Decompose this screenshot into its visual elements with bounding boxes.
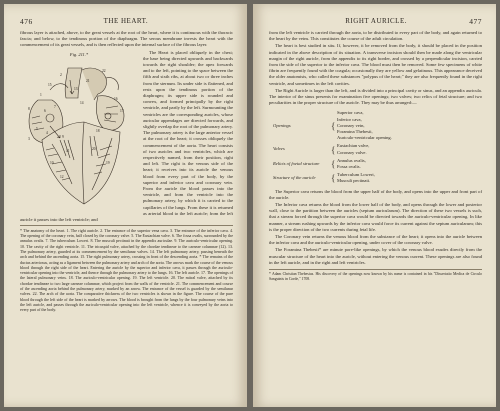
structure-group-openings <box>273 110 482 141</box>
fig-num-5: 5 <box>36 126 38 131</box>
brace-icon: { <box>331 158 336 169</box>
structure-group-relicts <box>273 158 482 170</box>
fig-num-14: 14 <box>80 100 84 105</box>
fig-num-9: 9 <box>62 134 64 139</box>
left-page-number: 476 <box>20 17 33 26</box>
fig-num-6: 6 <box>44 108 46 113</box>
structure-item: Foramina Thebesii, <box>337 129 373 134</box>
right-page <box>253 4 496 407</box>
brace-icon: { <box>331 120 336 131</box>
fig-num-4: 4 <box>46 130 48 135</box>
fig-num-20: 20 <box>92 146 96 151</box>
book-spread <box>4 4 496 407</box>
fig-num-1: 1 <box>40 92 42 97</box>
heart-figure <box>20 52 138 212</box>
structure-group-label: Openings <box>273 122 291 128</box>
fig-num-3: 3 <box>28 136 30 141</box>
fig-num-16: 16 <box>114 96 118 101</box>
auricle-structure-table <box>273 110 482 184</box>
structure-item: Annulus ovalis, <box>337 157 366 163</box>
heart-illustration <box>20 60 138 210</box>
structure-group-valves <box>273 143 482 155</box>
right-running-header <box>269 17 482 26</box>
structure-item: Tuberculum Loweri, <box>337 172 375 178</box>
fig-num-17: 17 <box>120 108 124 113</box>
fig-num-2: 2 <box>60 72 62 77</box>
caption-divider <box>20 225 233 226</box>
right-paragraph-4: The Superior cava returns the blood from the upper half of the body, and opens into the upper and front part of the auricle. <box>269 188 482 200</box>
structure-group-label: Structure of the auricle <box>273 175 316 181</box>
brace-icon: { <box>331 144 336 155</box>
right-running-head: RIGHT AURICLE. <box>345 17 407 25</box>
fig-num-15: 15 <box>48 82 52 87</box>
right-paragraph-6: The Coronary vein returns the venous blood from the substance of the heart; it opens into the auricle between the inferior cava and the auriculo-ventricular opening, under cover of the coronary valve. <box>269 233 482 246</box>
structure-item: Coronary vein, <box>337 122 365 128</box>
right-footnote: * Adam Christian Thebesius. His discovery of the openings now known by his name is contained in his "Dissertatio Medica de Circulo Sanguinis in Corde," 1708. <box>269 269 482 282</box>
structure-item: Inferior cava, <box>337 116 362 122</box>
right-paragraph-7: The Foramina Thebesii* are minute pore-like openings, by which the venous blood exudes directly from the muscular structure of the heart into the auricle, without entering the venous current. These openings are also found in the left auricle, and in the right and left ventricles. <box>269 247 482 265</box>
fig-num-10: 10 <box>50 160 54 165</box>
fig-num-18: 18 <box>96 128 100 133</box>
structure-group-items <box>337 143 369 155</box>
left-page <box>4 4 247 407</box>
structure-item: Superior cava, <box>337 110 364 116</box>
fig-num-7: 7 <box>54 104 56 109</box>
structure-item: Musculi pectinati. <box>337 178 371 184</box>
left-running-header <box>20 17 233 26</box>
structure-group-label: Relicts of foetal structure <box>273 160 320 166</box>
structure-group-items <box>337 172 375 184</box>
structure-item: Eustachian valve, <box>337 143 370 149</box>
fig-num-19: 19 <box>106 160 110 165</box>
structure-item: Fossa ovalis. <box>337 163 361 169</box>
left-intro-text: fibrous layer is attached, above, to the great vessels at the root of the heart, where it is continuous with the thoracic fascia; and below, to the tendinous portion of the diaphragm. The serous membrane invests the heart with the commencement of its great vessels, and is then reflected upon the internal surface of the fibrous layer. <box>20 30 233 48</box>
left-page-body <box>20 30 233 314</box>
left-running-head: THE HEART. <box>103 17 149 25</box>
structure-group-items <box>337 158 366 170</box>
structure-item: Auriculo-ventricular opening. <box>337 135 392 141</box>
structure-group-items <box>337 110 392 141</box>
fig-num-22: 22 <box>102 68 106 73</box>
left-paragraph-1: The Heart is placed obliquely in the chest; the base being directed upwards and backwards towards the right shoulder; the apex forwards and to the left, pointing to the space between the fifth and sixth ribs, at about two or three inches from the sternum. Its under side is flattened, and rests upon the tendinous portion of the diaphragm; its upper side is rounded and convex, and formed principally by the right ventricle, and partly by the left. Surmounting the ventricles are the corresponding auricles, whose auricular appendages are directed forwards, and slightly overlap the root of the pulmonary artery. The pulmonary artery is the large anterior vessel at the root of the heart; it crosses obliquely the commencement of the aorta. The heart consists of two auricles and two ventricles, which are respectively named, from their position, right and left. The right is the venous side of the heart; it receives into its auricle the venous blood from every part of the body, by the superior and inferior cava and coronary vein. From the auricle the blood passes into the ventricle, and from the ventricle into the pulmonary artery, by which it is carried to the capillaries of the lungs. From these it is returned as arterial blood to the left auricle; from the left auricle it passes into the left ventricle; and <box>20 49 233 223</box>
right-paragraph-2: The heart is best studied in situ. If, however, it be removed from the body, it should be placed in the position indicated in the above description of its situation. A transverse incision should then be made along the ventricular margin of the right auricle, from the appendix to its right border, and crossed by a perpendicular incision, carried from the side of the superior to the inferior cava. The blood must then be removed. Some few specimens of white fibrin are frequently found with the coagula; occasionally they are yellow and gelatinous. This appearance deceived the older anatomists, who called these substances "polypus of the heart;" they are also frequently found in the right ventricle, and sometimes in the left cavities. <box>269 43 482 86</box>
fig-num-13: 13 <box>74 86 78 91</box>
right-page-number: 477 <box>469 17 482 26</box>
right-paragraph-3: The Right Auricle is larger than the left, and is divided into a principal cavity or sinus, and an appendix auricula. The interior of the sinus presents for examination five openings; two valves; two relics of fetal structure; and two peculiarities in the proper structure of the auricle. They may be thus arranged:— <box>269 87 482 106</box>
fig-num-12: 12 <box>60 174 64 179</box>
figure-caption: * The anatomy of the heart. 1. The right auricle. 2. The entrance of the superior vena cava. 3. The entrance of the inferior cava. 4. The opening of the coronary vein, half closed by the coronary valve. 5. The Eustachian valve. 6. The fossa ovalis, surrounded by the annulus ovalis. 7. The tuberculum Loweri. 8. The musculi pectinati in the appendix auriculae. 9. The auriculo-ventricular opening. 10. The cavity of the right ventricle. 11. The tricuspid valve, attached by the chordae tendineae to the carneae columnae (12). 13. The pulmonary artery, guarded at its commencement by the semilunar valves. 14. The left pulmonary artery, passing beneath the arch and behind the ascending aorta. 15. The right pulmonary artery, crossing in front of the descending aorta. * The remains of the ductus arteriosus, acting as a ligament between the pulmonary artery and arch of the aorta. The arrows mark the course of the venous blood through the right side of the heart. Entering the auricle by the superior and inferior cava, it passes through the auriculo-ventricular opening into the ventricle, and thence through the pulmonary artery to the lungs. 16. The left auricle. 17. The openings of the lateral pulmonary veins. 18. The auriculo-ventricular opening. 19. The left ventricle. 20. The mitral valve, attached by its chordae tendineae to two large carneae columnae, which project from the walls of the ventricle. 21. The commencement and course of the ascending aorta behind the pulmonary artery, marked by an arrow. The entrance of the vessel is guarded by the semilunar valves. 22. The arch of the aorta. The comparative thickness of the two ventricles is shown in the figure. The course of the pure blood through the left side of the heart is marked by arrows. The blood is brought from the lungs by the four pulmonary veins into the left auricle, and passes through the auriculo-ventricular opening into the left ventricle, whence it is conveyed by the aorta to every part of the body. <box>20 227 233 313</box>
structure-item: Coronary valve. <box>337 149 367 155</box>
fig-num-8: 8 <box>28 106 30 111</box>
structure-group-auricle <box>273 172 482 184</box>
right-paragraph-1: from the left ventricle is carried through the aorta, to be distributed to every part of the body, and again returned to the heart by the veins. This constitutes the course of the adult circulation. <box>269 30 482 42</box>
brace-icon: { <box>331 173 336 184</box>
structure-group-label: Valves <box>273 146 285 152</box>
fig-num-11: 11 <box>66 148 70 153</box>
figure-label: Fig. 211.* <box>69 51 89 57</box>
right-paragraph-5: The Inferior cava returns the blood from the lower half of the body, and opens through the lower and posterior wall, close to the partition between the auricles (septum auricularum). The direction of these two vessels is such, that a stream forced through the superior cava would be directed towards the auriculo-ventricular opening. In like manner, a stream rushing upwards by the inferior cava would force its current against the septum auricularum; this is the proper direction of the two currents during fetal life. <box>269 201 482 232</box>
fig-num-21: 21 <box>86 78 90 83</box>
right-page-body <box>269 30 482 282</box>
